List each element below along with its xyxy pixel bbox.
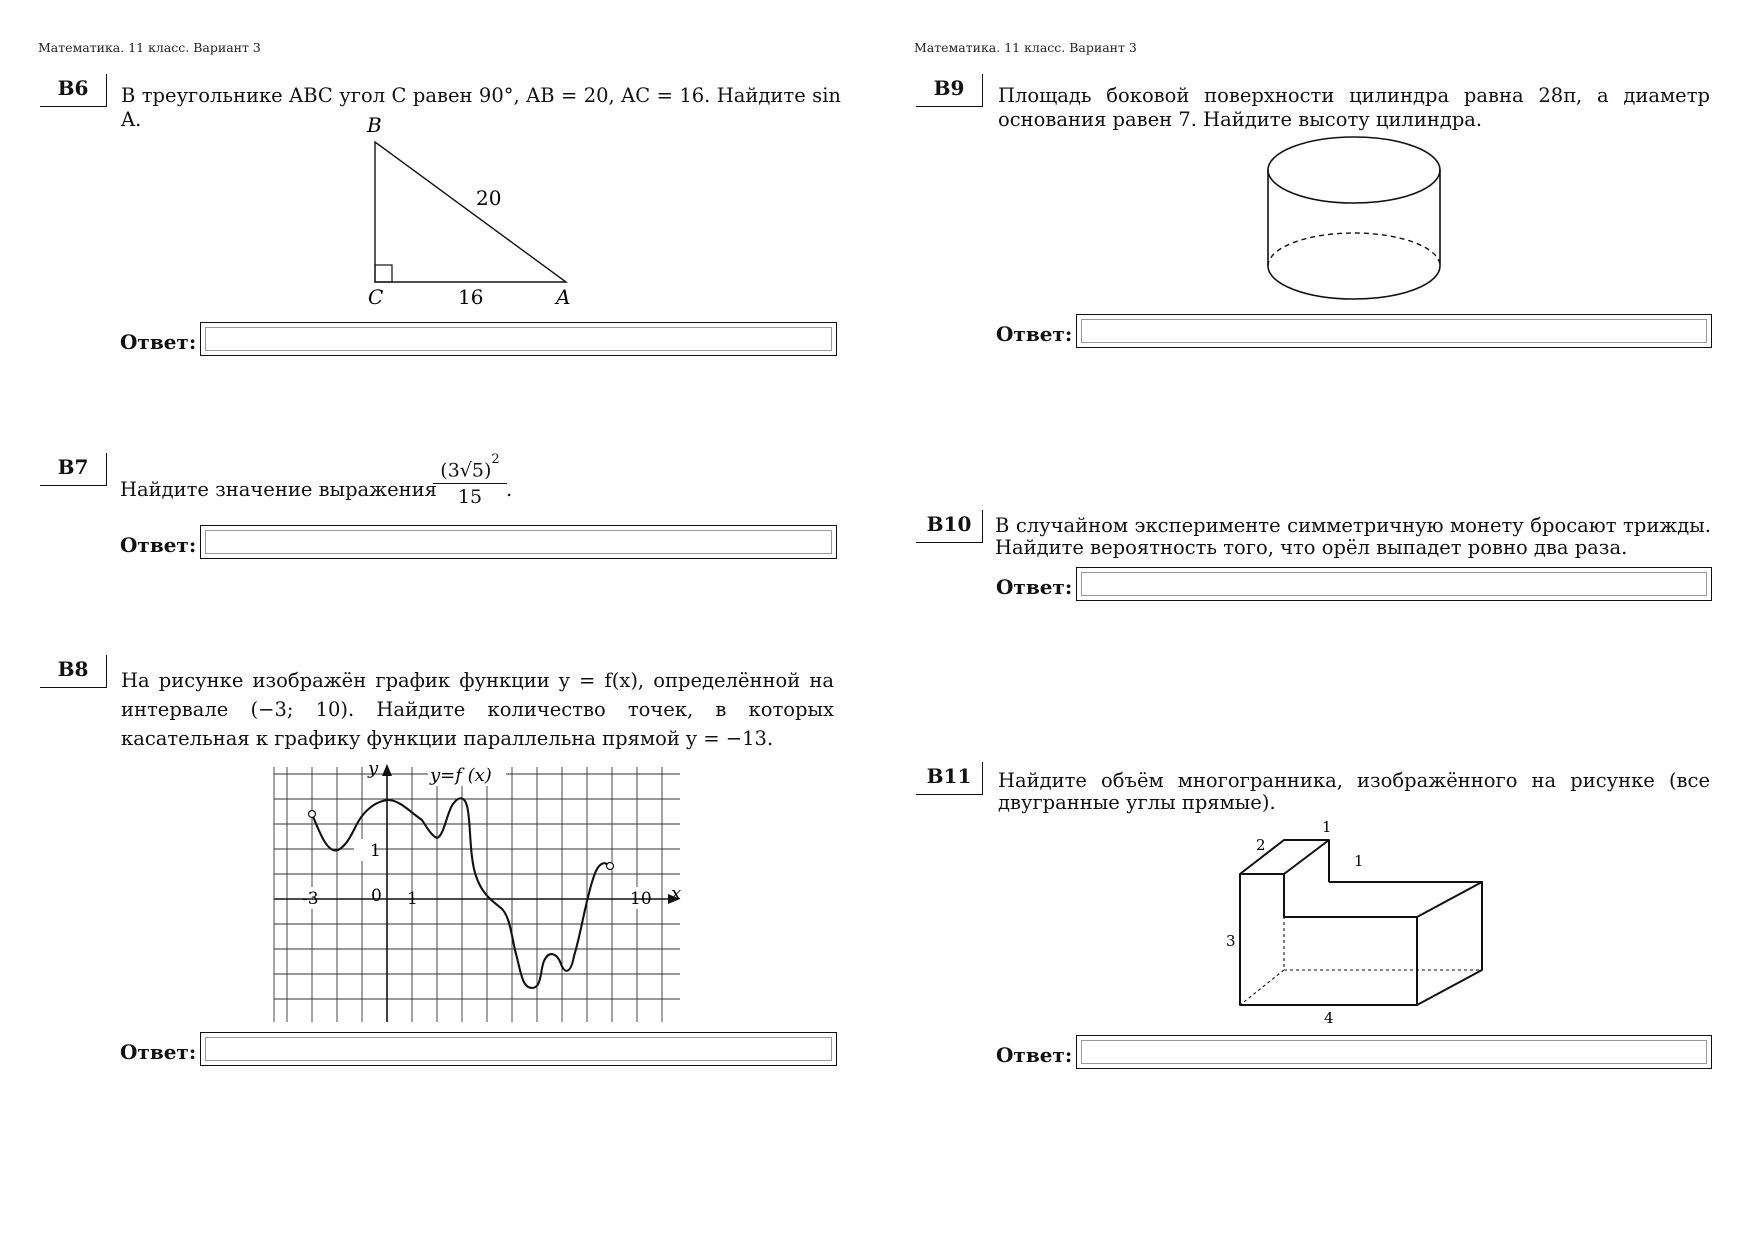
- task-number-b6: B6: [40, 74, 107, 107]
- open-endpoint-right: [607, 863, 614, 870]
- vertex-b-label: B: [367, 113, 382, 137]
- page-header-right: Математика. 11 класс. Вариант 3: [914, 40, 1137, 55]
- answer-input-inner-b7: [205, 530, 832, 554]
- answer-label-b10: Ответ:: [996, 575, 1073, 599]
- answer-input-inner-b9: [1081, 319, 1707, 343]
- answer-input-b7[interactable]: [200, 525, 837, 559]
- tick-label-x1: 1: [407, 889, 418, 909]
- task-text-b11: Найдите объём многогранника, изображённого на рисунке (все двугранные углы прямые).: [998, 769, 1710, 814]
- polyhedron-figure: [1220, 820, 1500, 1030]
- dim-label-3: 3: [1226, 932, 1236, 950]
- base-label: 16: [458, 285, 484, 309]
- y-axis-label: y: [368, 758, 379, 779]
- answer-label-b11: Ответ:: [996, 1043, 1073, 1067]
- dim-label-1-top: 1: [1322, 818, 1332, 836]
- cylinder-top: [1268, 137, 1440, 203]
- answer-input-b11[interactable]: [1076, 1035, 1712, 1069]
- answer-input-inner-b10: [1081, 572, 1707, 596]
- low-top: [1329, 882, 1482, 917]
- tick-label-origin: 0: [371, 886, 382, 906]
- vertex-c-label: C: [368, 285, 384, 309]
- answer-input-b9[interactable]: [1076, 314, 1712, 348]
- answer-input-inner-b8: [205, 1037, 832, 1061]
- function-label: y=f (x): [430, 765, 492, 786]
- tick-label-10: 10: [630, 889, 652, 909]
- dim-label-1-side: 1: [1354, 852, 1364, 870]
- answer-input-inner-b11: [1081, 1040, 1707, 1064]
- task-number-b10: B10: [916, 510, 983, 543]
- y-axis-arrow: [382, 764, 392, 776]
- polyhedron-hidden-edges: [1240, 874, 1482, 1005]
- numerator-text: (3√5): [440, 459, 492, 482]
- grid: [274, 767, 680, 1022]
- cylinder-bottom-front: [1268, 266, 1440, 299]
- task-number-b8: B8: [40, 655, 107, 688]
- vertex-a-label: A: [556, 285, 571, 309]
- task-text-b7: Найдите значение выражения: [120, 478, 437, 501]
- dim-label-2: 2: [1256, 836, 1266, 854]
- answer-input-b8[interactable]: [200, 1032, 837, 1066]
- page-header-left: Математика. 11 класс. Вариант 3: [38, 40, 261, 55]
- triangle-shape: [375, 142, 566, 282]
- task-text-b9: Площадь боковой поверхности цилиндра равна 28π, а диаметр основания равен 7. Найдите высоту цилиндра.: [998, 84, 1710, 131]
- open-endpoint-left: [309, 811, 316, 818]
- answer-label-b7: Ответ:: [120, 533, 197, 557]
- task-text-b6: В треугольнике ABC угол C равен 90°, AB = 20, AC = 16. Найдите sin A.: [121, 84, 841, 131]
- function-curve: [312, 798, 609, 988]
- fraction: [433, 452, 507, 509]
- tick-label-minus3: -3: [302, 889, 319, 909]
- x-axis-label: x: [671, 883, 682, 904]
- fraction-numerator: [433, 452, 507, 484]
- fraction-denominator: 15: [457, 486, 483, 509]
- front-face: [1240, 874, 1417, 1005]
- answer-input-inner-b6: [205, 327, 832, 351]
- task-number-b7: B7: [40, 453, 107, 486]
- answer-label-b8: Ответ:: [120, 1040, 197, 1064]
- task-text-b10: В случайном эксперименте симметричную монету бросают трижды. Найдите вероятность того, что орёл выпадет ровно два раза.: [995, 514, 1711, 559]
- hypotenuse-label: 20: [476, 186, 502, 210]
- function-graph: [270, 758, 690, 1024]
- task-number-b11: B11: [916, 762, 983, 795]
- answer-label-b6: Ответ:: [120, 330, 197, 354]
- answer-input-b6[interactable]: [200, 322, 837, 356]
- answer-input-b10[interactable]: [1076, 567, 1712, 601]
- right-angle-mark: [375, 265, 392, 282]
- power: 2: [491, 452, 500, 467]
- tick-label-y1: 1: [370, 841, 381, 861]
- task-number-b9: B9: [916, 74, 983, 107]
- task-text-b8: На рисунке изображён график функции y = f(x), определённой на интервале (−3; 10). Найдите количество точек, в которых касательная к графику функции параллельна прямой y = −13.: [121, 669, 834, 750]
- tall-top: [1240, 840, 1329, 874]
- answer-label-b9: Ответ:: [996, 322, 1073, 346]
- triangle-figure: [330, 110, 590, 310]
- cylinder-figure: [1260, 132, 1450, 302]
- dim-label-4: 4: [1324, 1009, 1334, 1027]
- fraction-period: .: [506, 478, 513, 501]
- cylinder-bottom-hidden: [1268, 233, 1440, 266]
